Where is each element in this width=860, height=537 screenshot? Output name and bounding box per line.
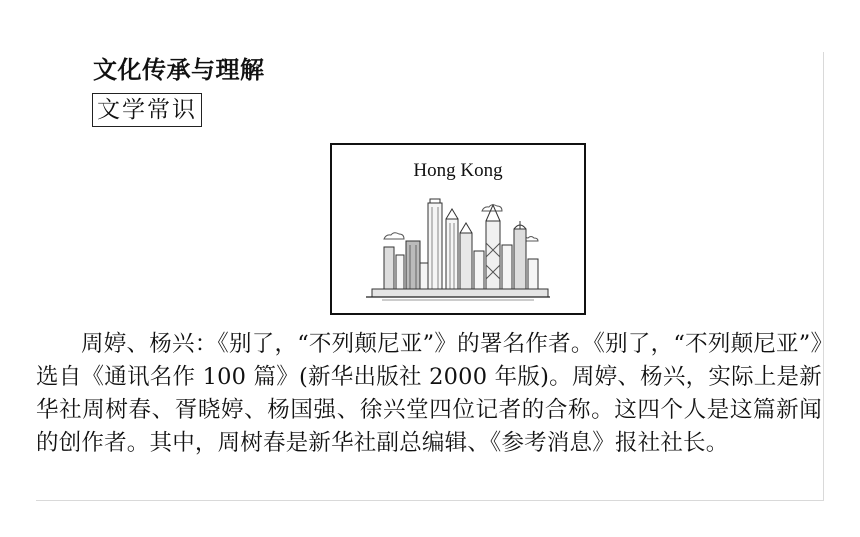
biography-paragraph: 周婷、杨兴：《别了，“不列颠尼亚”》的署名作者。《别了，“不列颠尼亚”》选自《通讯名作 100 篇》(新华出版社 2000 年版)。周婷、杨兴，实际上是新华社周树春、胥晓婷、杨国强、徐兴堂四位记者的合称。这四个人是这篇新闻的创作者。其中，周树春是新华社副总编辑、《参考消息》报社社长。 [36, 331, 822, 456]
skyline-figure [330, 143, 586, 315]
figure-caption: Hong Kong [413, 160, 503, 181]
literature-tag: 文学常识 [92, 93, 202, 127]
page-border-right [823, 52, 824, 500]
page-border-bottom [36, 500, 824, 501]
hong-kong-skyline-icon [362, 193, 554, 303]
section-title: 文化传承与理解 [93, 56, 265, 84]
